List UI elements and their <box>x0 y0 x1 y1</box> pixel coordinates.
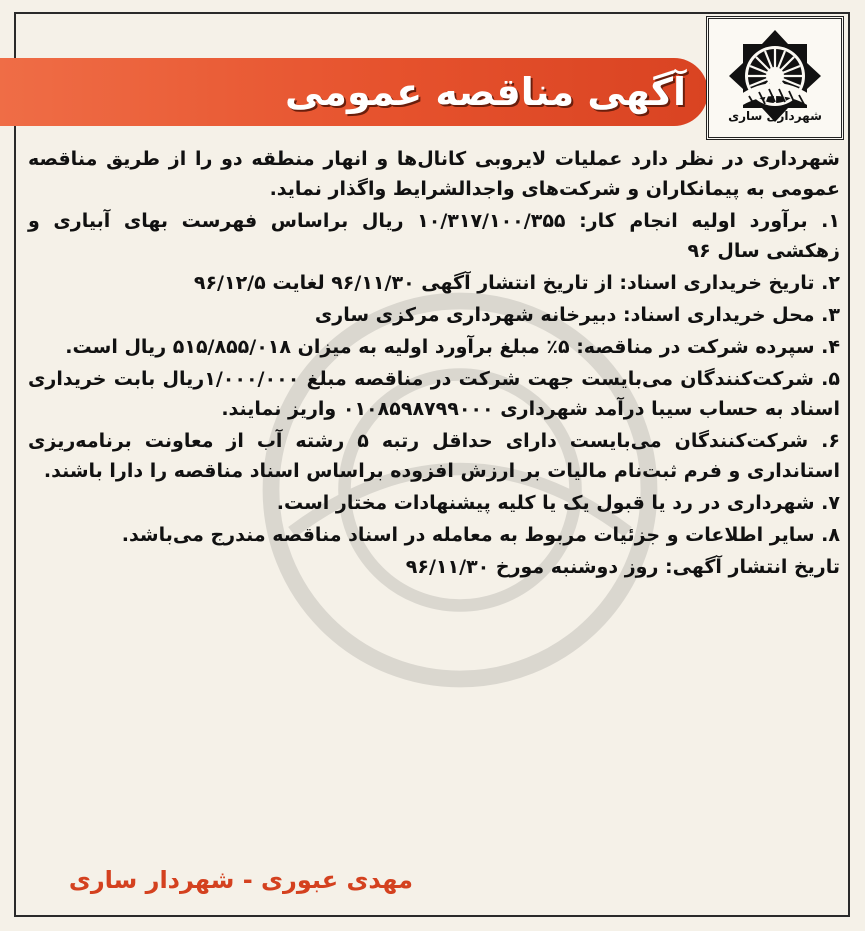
title-banner <box>0 58 708 126</box>
notice-item-7: ۷. شهرداری در رد یا قبول یک یا کلیه پیشنهادات مختار است. <box>276 492 840 514</box>
municipality-logo <box>706 16 844 140</box>
notice-body <box>28 144 840 584</box>
notice-item-5: ۵. شرکت‌کنندگان می‌بایست جهت شرکت در مناقصه مبلغ ۱/۰۰۰/۰۰۰ریال بابت خریداری اسناد به حساب سیبا درآمد شهرداری ۰۱۰۸۵۹۸۷۹۹۰۰۰ واریز نمایند. <box>28 368 840 420</box>
notice-item-2: ۲. تاریخ خریداری اسناد: از تاریخ انتشار آگهی ۹۶/۱۱/۳۰ لغایت ۹۶/۱۲/۵ <box>193 272 840 294</box>
notice-item-3: ۳. محل خریداری اسناد: دبیرخانه شهرداری مرکزی ساری <box>314 304 840 326</box>
notice-item-1: ۱. برآورد اولیه انجام کار: ۱۰/۳۱۷/۱۰۰/۳۵۵ ریال براساس فهرست بهای آبیاری و زهکشی سال ۹۶ <box>28 210 840 262</box>
notice-item-8: ۸. سایر اطلاعات و جزئیات مربوط به معامله در اسناد مناقصه مندرج می‌باشد. <box>121 524 840 546</box>
publish-date-line: تاریخ انتشار آگهی: روز دوشنبه مورخ ۹۶/۱۱/۳۰ <box>405 556 840 578</box>
signature-line: مهدی عبوری - شهردار ساری <box>68 866 413 894</box>
intro-paragraph: شهرداری در نظر دارد عملیات لایروبی کانال‌ها و انهار منطقه دو را از طریق مناقصه عمومی به پیمانکاران و شرکت‌های واجدالشرایط واگذار نماید. <box>28 148 840 200</box>
logo-caption: شهرداری ساری <box>728 109 822 123</box>
notice-item-6: ۶. شرکت‌کنندگان می‌بایست دارای حداقل رتبه ۵ رشته آب از معاونت برنامه‌ریزی استانداری و فرم ثبت‌نام مالیات بر ارزش افزوده براساس اسناد مناقصه را دارا باشند. <box>28 430 841 482</box>
notice-title: آگهی مناقصه عمومی <box>284 70 686 114</box>
notice-item-4: ۴. سپرده شرکت در مناقصه: ۵٪ مبلغ برآورد اولیه به میزان ۵۱۵/۸۵۵/۰۱۸ ریال است. <box>65 336 840 358</box>
municipality-logo-icon <box>716 26 834 130</box>
